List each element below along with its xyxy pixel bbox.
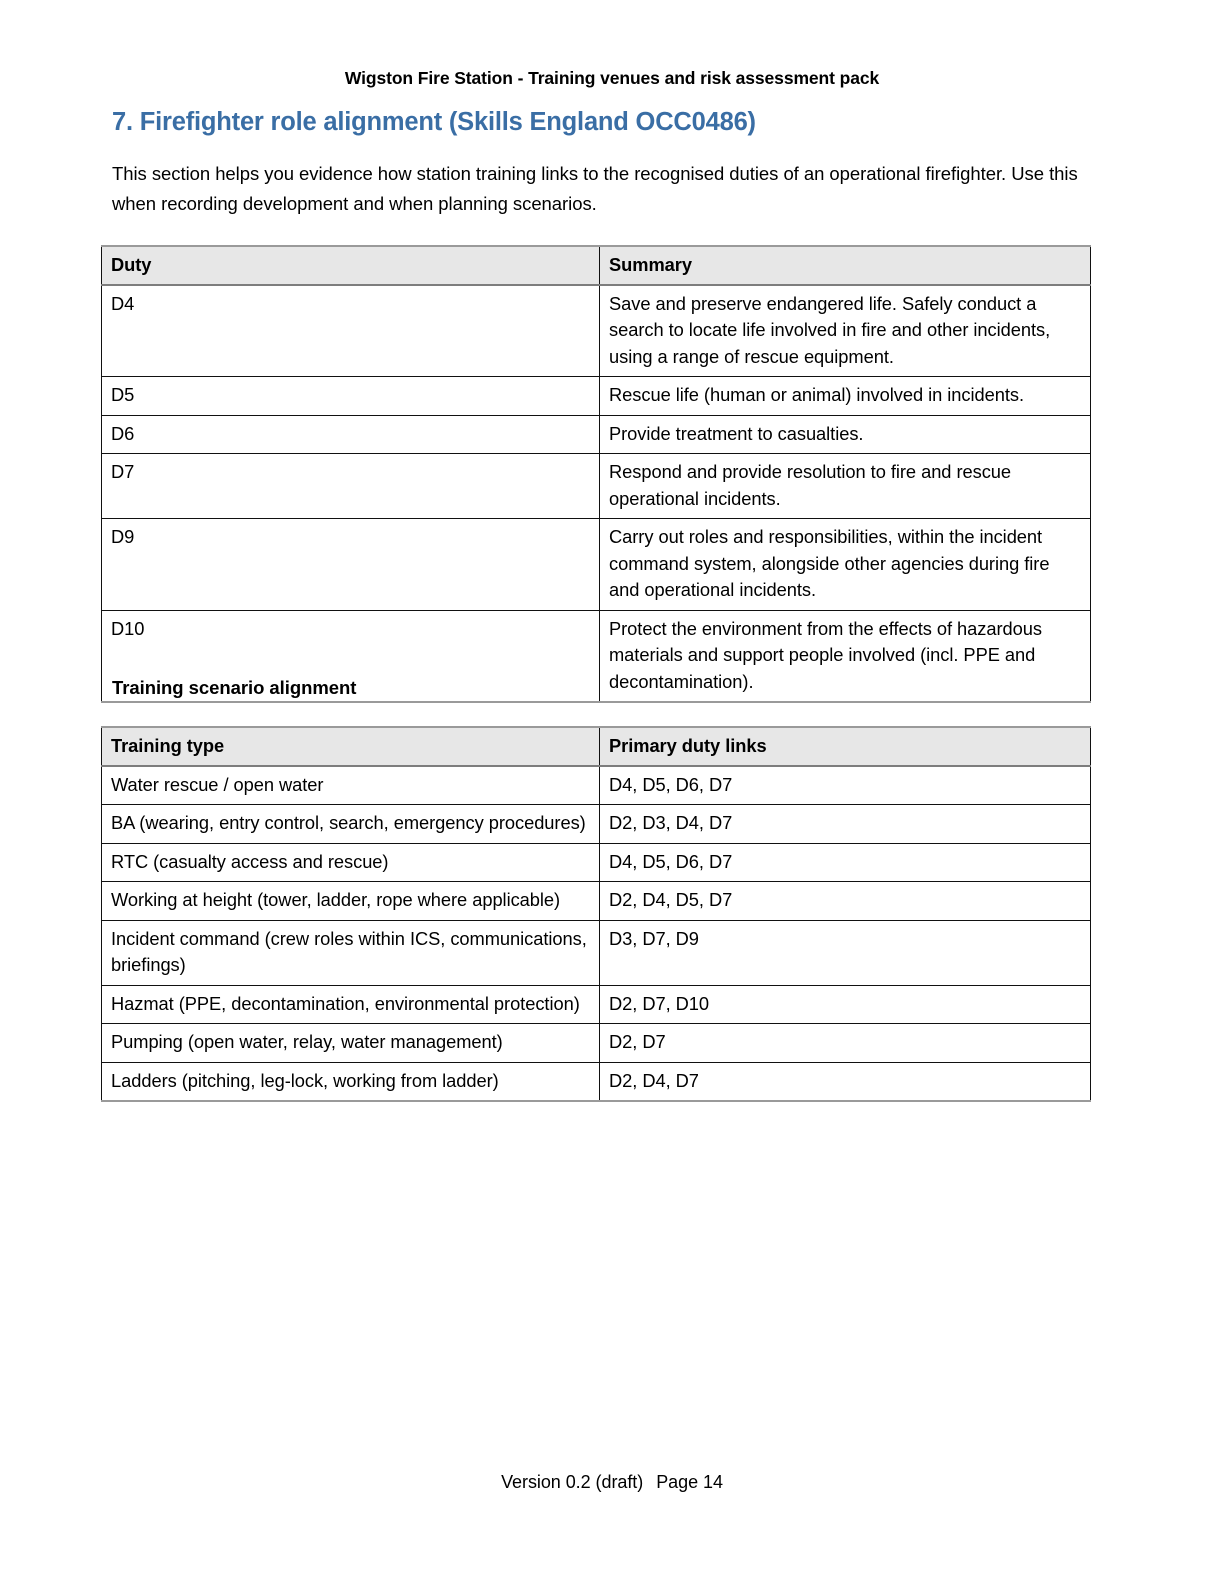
scenario-table	[101, 726, 1091, 1102]
table-row	[102, 519, 1091, 611]
cell-duty-summary: Protect the environment from the effects of hazardous materials and support people involved (incl. PPE and decontamination).	[600, 610, 1091, 702]
table-row	[102, 985, 1091, 1024]
table-row	[102, 920, 1091, 985]
column-header-duty: Duty	[102, 246, 600, 285]
table-row	[102, 805, 1091, 844]
table-row	[102, 882, 1091, 921]
cell-training-type: BA (wearing, entry control, search, emergency procedures)	[102, 805, 600, 844]
cell-duty-code: D9	[102, 519, 600, 611]
table-row	[102, 454, 1091, 519]
cell-duty-summary: Rescue life (human or animal) involved in incidents.	[600, 377, 1091, 416]
cell-duty-summary: Save and preserve endangered life. Safely conduct a search to locate life involved in fire and other incidents, using a range of rescue equipment.	[600, 285, 1091, 377]
intro-paragraph: This section helps you evidence how station training links to the recognised duties of an operational firefighter. Use this when recording development and when planning scenarios.	[112, 163, 1078, 215]
cell-duty-links: D3, D7, D9	[600, 920, 1091, 985]
footer-version: Version 0.2 (draft)	[501, 1472, 644, 1492]
cell-duty-code: D4	[102, 285, 600, 377]
duty-table	[101, 245, 1091, 703]
column-header-training-type: Training type	[102, 727, 600, 766]
cell-duty-links: D2, D7	[600, 1024, 1091, 1063]
footer-page-number: Page 14	[656, 1472, 723, 1492]
cell-duty-links: D2, D7, D10	[600, 985, 1091, 1024]
cell-duty-links: D2, D4, D5, D7	[600, 882, 1091, 921]
table-row	[102, 415, 1091, 454]
cell-training-type: Hazmat (PPE, decontamination, environmental protection)	[102, 985, 600, 1024]
column-header-summary: Summary	[600, 246, 1091, 285]
table-row	[102, 1024, 1091, 1063]
duty-table-container	[101, 245, 1091, 703]
scenario-table-container	[101, 726, 1091, 1102]
cell-duty-code: D5	[102, 377, 600, 416]
cell-training-type: Working at height (tower, ladder, rope where applicable)	[102, 882, 600, 921]
cell-duty-code: D6	[102, 415, 600, 454]
table-row	[102, 285, 1091, 377]
cell-training-type: Pumping (open water, relay, water management)	[102, 1024, 600, 1063]
table-row	[102, 843, 1091, 882]
cell-duty-links: D2, D3, D4, D7	[600, 805, 1091, 844]
running-header: Wigston Fire Station - Training venues and risk assessment pack	[344, 68, 880, 88]
table-row	[102, 377, 1091, 416]
cell-duty-summary: Respond and provide resolution to fire and rescue operational incidents.	[600, 454, 1091, 519]
cell-training-type: Incident command (crew roles within ICS, communications, briefings)	[102, 920, 600, 985]
cell-training-type: Water rescue / open water	[102, 766, 600, 805]
cell-training-type: Ladders (pitching, leg-lock, working from ladder)	[102, 1062, 600, 1101]
cell-duty-links: D4, D5, D6, D7	[600, 843, 1091, 882]
cell-duty-code: D10	[102, 610, 600, 702]
page-content	[112, 108, 1092, 219]
page-footer	[0, 1472, 1224, 1493]
table-header-row	[102, 727, 1091, 766]
page-title: 7. Firefighter role alignment (Skills England OCC0486)	[112, 108, 756, 136]
cell-duty-links: D4, D5, D6, D7	[600, 766, 1091, 805]
table-row	[102, 766, 1091, 805]
table-header-row	[102, 246, 1091, 285]
subsection-heading: Training scenario alignment	[112, 677, 357, 698]
column-header-primary-duty-links: Primary duty links	[600, 727, 1091, 766]
cell-duty-links: D2, D4, D7	[600, 1062, 1091, 1101]
cell-duty-summary: Carry out roles and responsibilities, within the incident command system, alongside other agencies during fire and operational incidents.	[600, 519, 1091, 611]
cell-training-type: RTC (casualty access and rescue)	[102, 843, 600, 882]
cell-duty-summary: Provide treatment to casualties.	[600, 415, 1091, 454]
cell-duty-code: D7	[102, 454, 600, 519]
table-row	[102, 1062, 1091, 1101]
